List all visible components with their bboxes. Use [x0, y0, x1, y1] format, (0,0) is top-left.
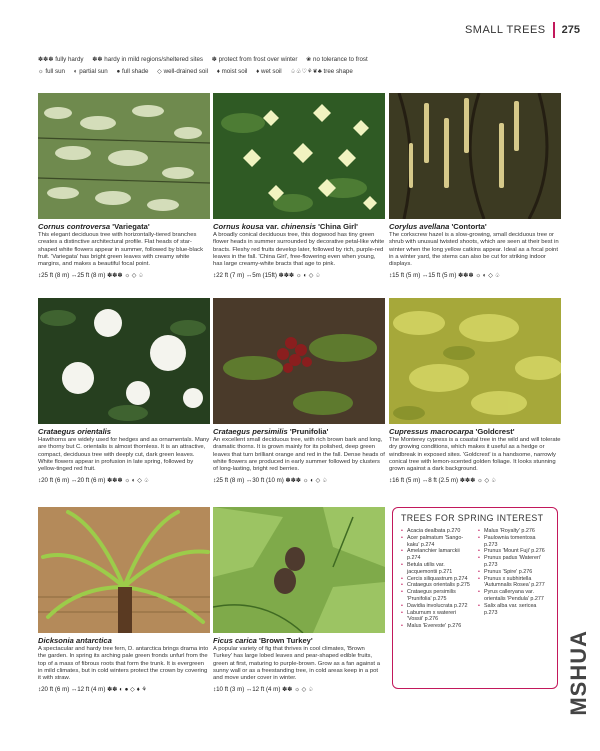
plant-size-info: ↕25 ft (8 m) ↔30 ft (10 m) ✽✽✽ ☼ ◐ ◇ ♤	[213, 477, 328, 485]
plant-size-info: ↕20 ft (6 m) ↔20 ft (6 m) ✽✽✽ ☼ ◐ ◇ ♤	[38, 477, 150, 485]
list-item: • Davidia involucrata p.272	[401, 603, 472, 610]
header-divider	[553, 22, 555, 38]
plant-size-info: ↕25 ft (8 m) ↔25 ft (8 m) ✽✽✽ ☼ ◇ ♤	[38, 272, 144, 280]
plant-photo	[38, 93, 210, 219]
plant-card-crataegus-orientalis	[38, 298, 210, 484]
plant-name: Corylus avellana 'Contorta'	[389, 222, 487, 231]
list-item: • Pyrus calleryana var. orientalis 'Pendula' p.277	[478, 589, 549, 603]
list-item: • Prunus 'Mount Fuji' p.276	[478, 548, 549, 555]
panel-title: TREES FOR SPRING INTEREST	[401, 513, 544, 523]
plant-description: An excellent small deciduous tree, with rich brown bark and long, dramatic thorns. It is grown mainly for its polished, deep green leaves that turn brilliant orange and red in the fall. Dense heads of white flowers are produced in early summer followed by clusters of long-lasting, bright red berries.	[213, 437, 385, 473]
plant-description: This elegant deciduous tree with horizontally-tiered branches creates a distinctive architectural profile. Flat heads of star-shaped white flowers appear in summer, followed by blue-black fruit. 'Variegata' has bright green leaves with creamy white margins, and makes a beautiful focal point.	[38, 232, 204, 268]
legend-item: ☼ full sun	[38, 68, 65, 75]
legend-item: ♦ moist soil	[216, 68, 248, 75]
plant-description: The Monterey cypress is a coastal tree in the wild and will tolerate dry growing conditions, which makes it useful as a hedge or windbreak in exposed sites. 'Goldcrest' is a handsome, narrowly conical tree with lemon-scented golden foliage. It looks stunning grown against a dark background.	[389, 437, 561, 473]
legend-conditions	[38, 68, 568, 75]
legend-item: ✽✽✽ fully hardy	[38, 56, 84, 63]
legend-item: ✽ protect from frost over winter	[211, 56, 298, 63]
page-number: 275	[561, 24, 580, 36]
plant-size-info: ↕22 ft (7 m) ↔5m (15ft) ✽✽✽ ☼ ◐ ◇ ♤	[213, 272, 321, 280]
plant-card-cornus-controversa	[38, 93, 210, 279]
plant-size-info: ↕16 ft (5 m) ↔8 ft (2.5 m) ✽✽✽ ☼ ◇ ♤	[389, 477, 497, 485]
plant-photo	[213, 507, 385, 633]
plant-description: A popular variety of fig that thrives in cool climates, 'Brown Turkey' has large lobed leaves and pear-shaped edible fruits, green at first, maturing to purple-brown. Grow as a fan against a sunny wall or as a freestanding tree, in cold areas keep in a pot and move under cover in winter.	[213, 646, 380, 682]
legend-item: ♦ wet soil	[256, 68, 282, 75]
page-header	[465, 22, 580, 38]
plant-description: A spectacular and hardy tree fern, D. antarctica brings drama into the garden. In spring its arching pale green fronds unfurl from the top of a mass of fibrous roots that form the trunk. It is evergreen in mild climates, but in cold winters protect the crown by covering it with straw.	[38, 646, 209, 682]
legend-item: ♤♧♡⚘❦♣ tree shape	[290, 68, 353, 75]
plant-description: A broadly conical deciduous tree, this dogwood has tiny green flower heads in summer surrounded by decorative petal-like white bracts. Fleshy red fruits develop later, followed by rich, purple-red leaves in the fall. 'China Girl', free-flowering even when young, has large creamy-white bracts that age to pink.	[213, 232, 385, 268]
list-item: • Malus 'Evereste' p.276	[401, 623, 472, 630]
list-item: • Malus 'Royalty' p.276	[478, 528, 549, 535]
plant-size-info: ↕15 ft (5 m) ↔15 ft (5 m) ✽✽✽ ☼ ◐ ◇ ♤	[389, 272, 501, 280]
plant-description: Hawthorns are widely used for hedges and as ornamentals. Many are thorny but C. orientalis is almost thornless. It is an attractive, compact, deciduous tree with deeply cut, dark green leaves. White flowers appear in profusion in late spring, followed by yellow-tinged red fruit.	[38, 437, 210, 473]
plant-photo	[213, 93, 385, 219]
legend-item: ❀ no tolerance to frost	[306, 56, 368, 63]
spring-interest-panel	[392, 507, 558, 689]
section-title: SMALL TREES	[464, 24, 546, 36]
panel-list-left	[401, 528, 472, 630]
plant-card-crataegus-persimilis	[213, 298, 385, 484]
plant-name: Ficus carica 'Brown Turkey'	[213, 636, 313, 645]
panel-list-right	[478, 528, 549, 630]
list-item: • Acacia dealbata p.270	[401, 528, 472, 535]
plant-name: Cornus kousa var. chinensis 'China Girl'	[213, 222, 358, 231]
legend-hardiness	[38, 56, 568, 63]
list-item: • Salix alba var. sericea p.273	[478, 603, 549, 617]
list-item: • Prunus padus 'Watereri' p.273	[478, 555, 549, 569]
list-item: • Prunus 'Spire' p.276	[478, 569, 549, 576]
list-item: • Cercis siliquastrum p.274	[401, 576, 472, 583]
legend-item: ✽✽ hardy in mild regions/sheltered sites	[92, 56, 204, 63]
legend-item: ◇ well-drained soil	[157, 68, 209, 75]
plant-photo	[389, 93, 561, 219]
plant-photo	[38, 298, 210, 424]
plant-size-info: ↕10 ft (3 m) ↔12 ft (4 m) ✽✽ ☼ ◇ ♤	[213, 686, 314, 694]
list-item: • Amelanchier lamarckii p.274	[401, 548, 472, 562]
plant-card-dicksonia-antarctica	[38, 507, 210, 693]
plant-description: The corkscrew hazel is a slow-growing, small deciduous tree or shrub with unusual twisted shoots, which are seen at their best in winter when the long yellow catkins appear. Ideal as a focal point in a winter yard, the stems can also be cut for striking indoor displays.	[389, 232, 559, 268]
list-item: • Paulownia tomentosa p.273	[478, 535, 549, 549]
legend-item: ● full shade	[116, 68, 149, 75]
list-item: • Crataegus orientalis p.275	[401, 582, 472, 589]
plant-name: Dicksonia antarctica	[38, 636, 112, 645]
plant-card-cupressus-macrocarpa	[389, 298, 561, 484]
plant-card-ficus-carica	[213, 507, 385, 693]
plant-name: Crataegus persimilis 'Prunifolia'	[213, 427, 329, 436]
list-item: • Crataegus persimilis 'Prunifolia' p.275	[401, 589, 472, 603]
list-item: • Laburnum x watereri 'Vossii' p.276	[401, 610, 472, 624]
list-item: • Prunus x subhirtella 'Autumnalis Rosea' p.277	[478, 576, 549, 590]
plant-photo	[213, 298, 385, 424]
plant-photo	[38, 507, 210, 633]
plant-photo	[389, 298, 561, 424]
plant-name: Cupressus macrocarpa 'Goldcrest'	[389, 427, 515, 436]
plant-name: Cornus controversa 'Variegata'	[38, 222, 150, 231]
list-item: • Acer palmatum 'Sango-kaku' p.274	[401, 535, 472, 549]
plant-card-corylus-avellana	[389, 93, 561, 279]
plant-name: Crataegus orientalis	[38, 427, 112, 436]
plant-card-cornus-kousa	[213, 93, 385, 279]
list-item: • Betula utilis var. jacquemontii p.271	[401, 562, 472, 576]
watermark-text: MSHUA	[566, 630, 591, 716]
plant-size-info: ↕20 ft (6 m) ↔12 ft (4 m) ✽✽ ◐ ● ◇ ♦ ⚘	[38, 686, 148, 694]
legend-item: ◐ partial sun	[73, 68, 108, 75]
